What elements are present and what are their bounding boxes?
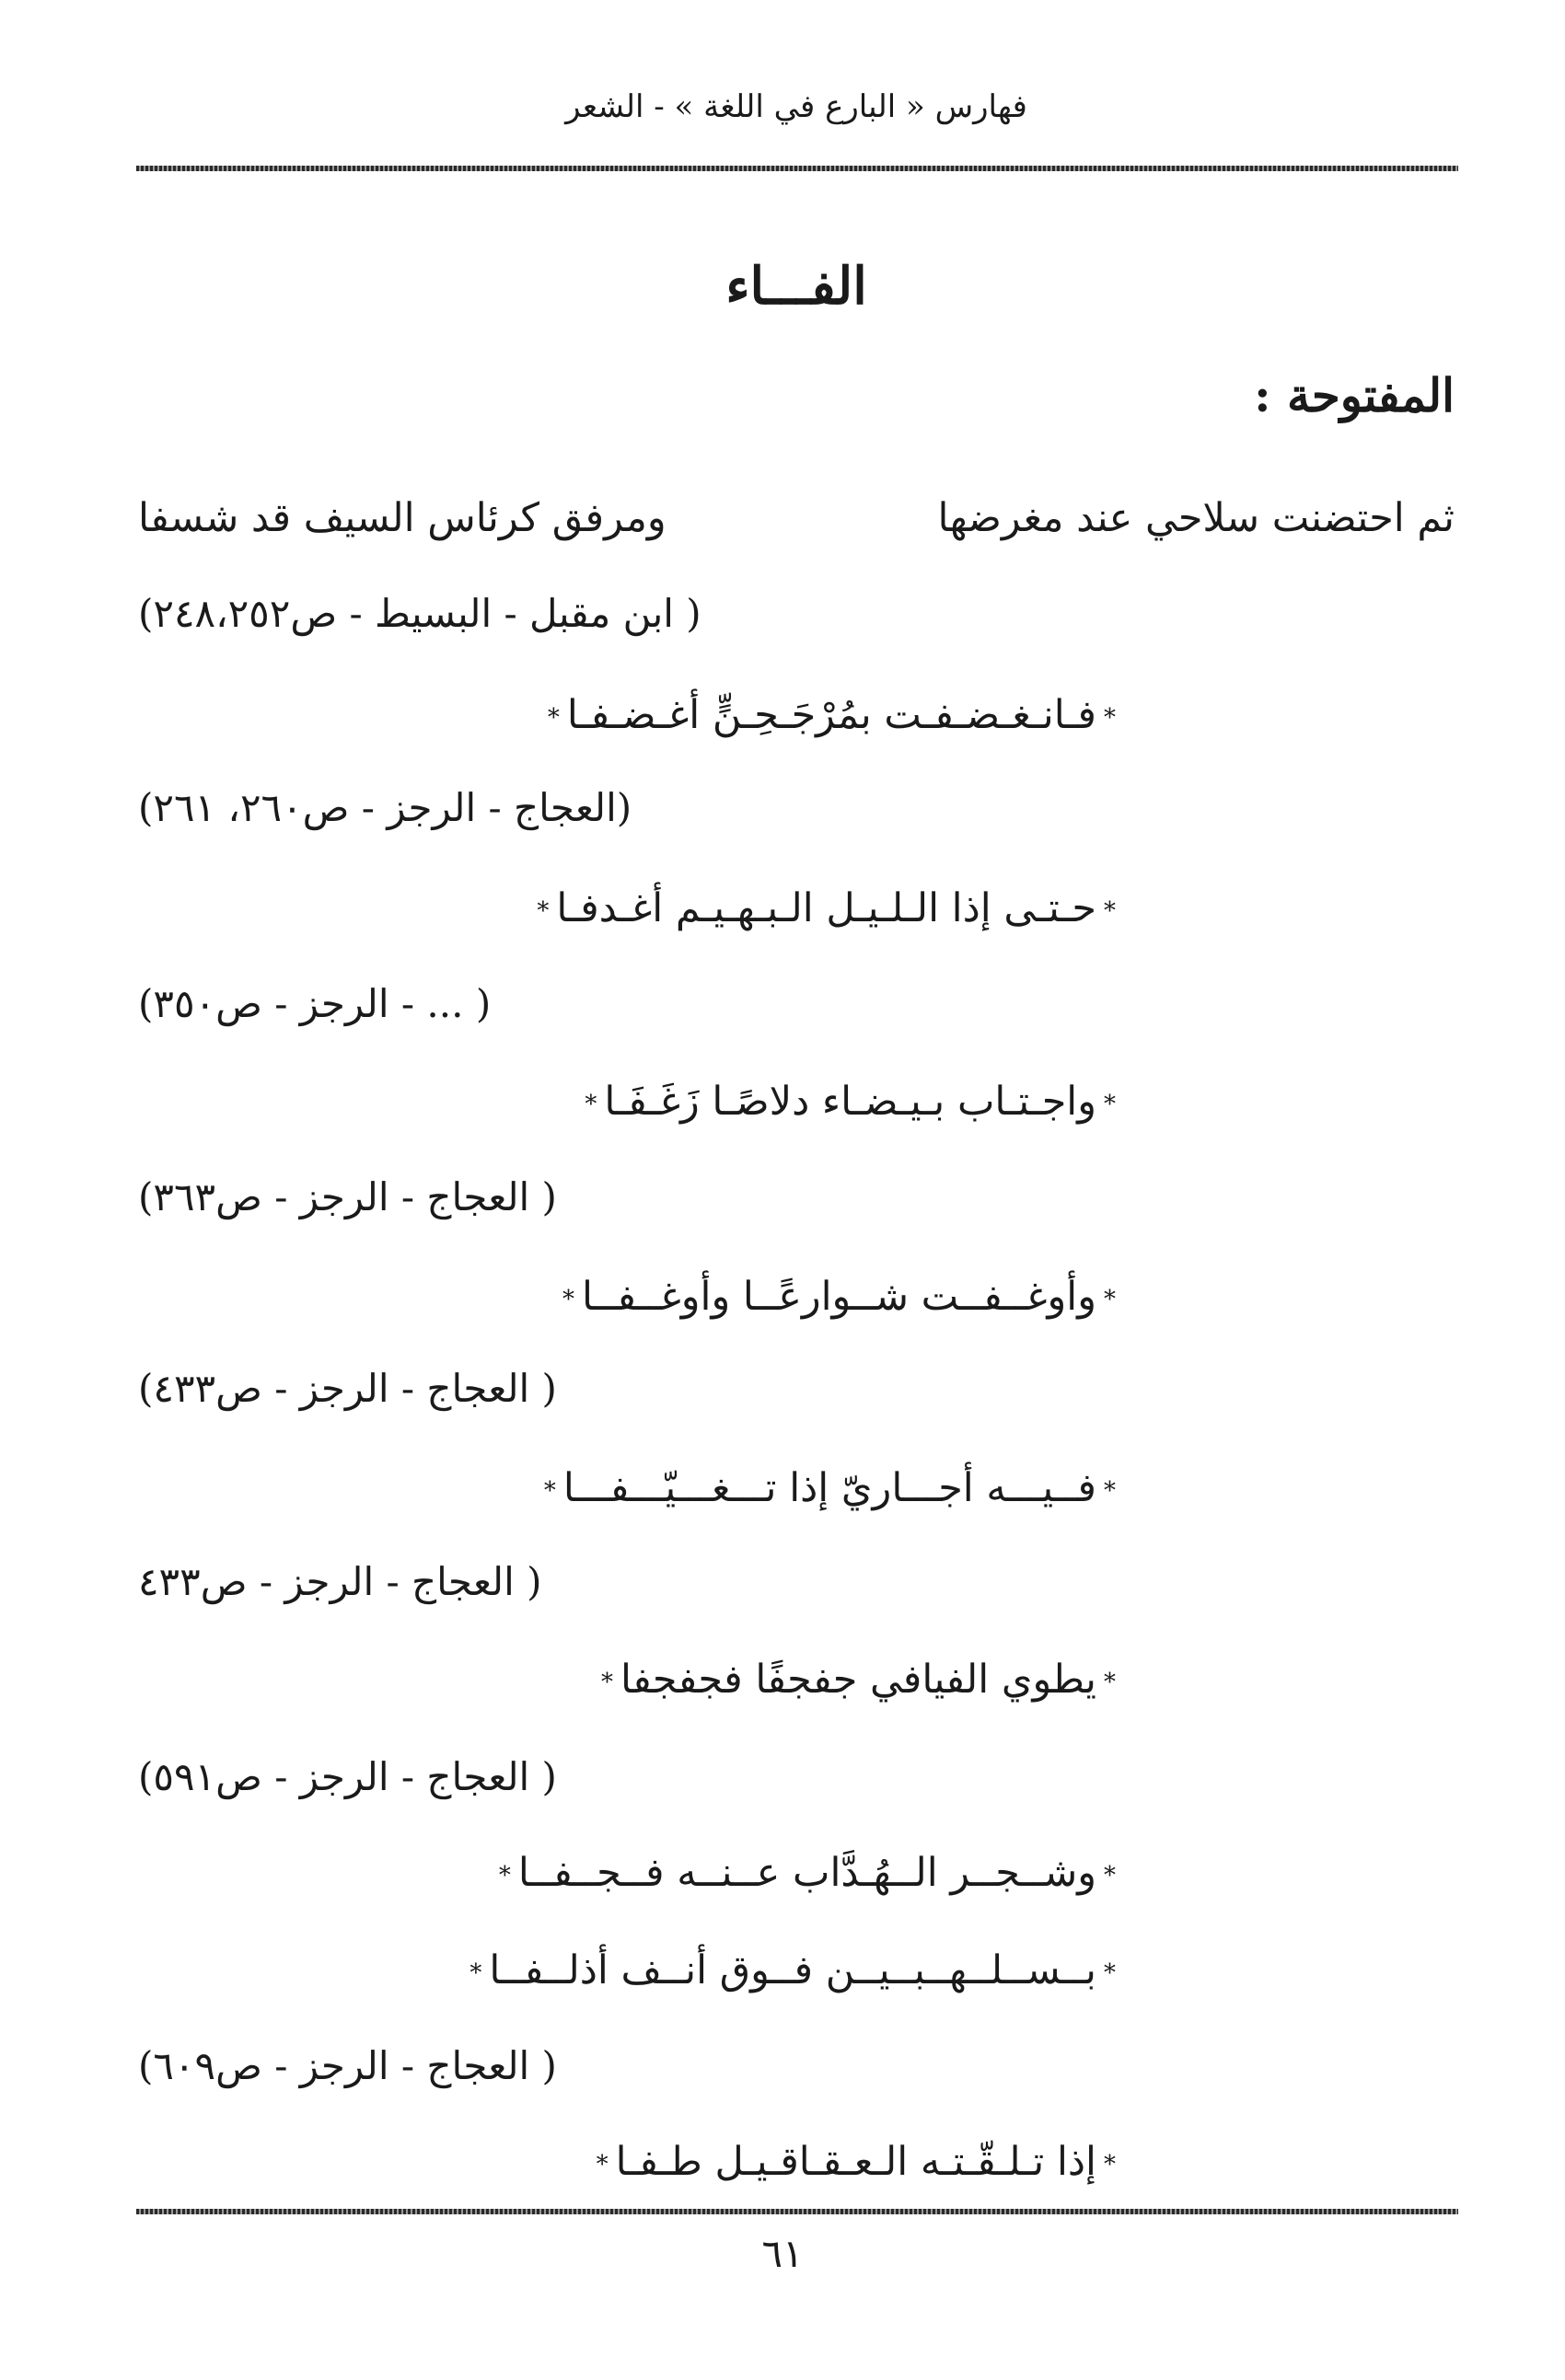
- couplet-second-hemistich: ومرفق كرئاس السيف قد شسفا: [138, 495, 667, 541]
- verse-line: [594, 1657, 1123, 1703]
- header-rule: [136, 166, 1458, 171]
- verse-marker-icon: *: [1104, 1959, 1116, 1987]
- attribution-line: ( العجاج - الرجز - ص٤٣٣: [138, 1559, 542, 1604]
- running-head: فهارس « البارع في اللغة » - الشعر: [565, 88, 1027, 125]
- verse-marker-icon: *: [585, 1091, 597, 1118]
- verse-line: [529, 885, 1123, 931]
- verse-text: وشــجــر الــهُـدَّاب عــنــه فــجــفــا: [517, 1850, 1096, 1896]
- verse-text: بــســلــهــبــيــن فــوق أنــف أذلــفــا: [489, 1947, 1096, 1993]
- verse-line: [589, 2139, 1123, 2185]
- verse-marker-icon: *: [1104, 1286, 1116, 1313]
- attribution-line: ( العجاج - الرجز - ص٤٣٣): [138, 1366, 557, 1411]
- verse-line: [540, 692, 1123, 738]
- verse-marker-icon: *: [562, 1286, 575, 1313]
- verse-text: واجـتـاب بـيـضـاء دلاصًـا زَغَـفَـا: [604, 1079, 1096, 1125]
- verse-marker-icon: *: [498, 1862, 511, 1889]
- attribution-line: ( ... - الرجز - ص٣٥٠): [138, 981, 492, 1026]
- verse-line: [492, 1850, 1123, 1896]
- verse-marker-icon: *: [600, 1669, 613, 1696]
- verse-line: [537, 1465, 1123, 1511]
- attribution-line: ( العجاج - الرجز - ص٣٦٣): [138, 1174, 557, 1219]
- verse-marker-icon: *: [1104, 2151, 1116, 2178]
- verse-marker-icon: *: [1104, 704, 1116, 732]
- verse-text: إذا تـلـقّـتـه الـعـقـاقـيـل طـفـا: [615, 2139, 1096, 2185]
- attribution-line: ( ابن مقبل - البسيط - ص٢٤٨،٢٥٢): [138, 591, 701, 636]
- page-number: ٦١: [761, 2231, 804, 2276]
- verse-marker-icon: *: [1104, 1091, 1116, 1118]
- couplet-line: [138, 495, 1455, 541]
- verse-line: [555, 1274, 1123, 1320]
- verse-line: [462, 1947, 1123, 1993]
- verse-line: [577, 1079, 1123, 1125]
- verse-marker-icon: *: [1104, 1669, 1116, 1696]
- verse-marker-icon: *: [543, 1477, 556, 1505]
- section-heading: المفتوحة :: [1254, 368, 1455, 422]
- verse-text: فــيـــه أجـــاريّ إذا تـــغـــيّـــفـــا: [562, 1465, 1096, 1511]
- couplet-first-hemistich: ثم احتضنت سلاحي عند مغرضها: [937, 495, 1455, 541]
- attribution-line: ( العجاج - الرجز - ص٥٩١): [138, 1754, 557, 1799]
- verse-text: يطوي الفيافي جفجفًا فجفجفا: [620, 1657, 1096, 1703]
- verse-marker-icon: *: [1104, 1862, 1116, 1889]
- verse-text: وأوغــفــت شــوارعًــا وأوغــفــا: [582, 1274, 1096, 1320]
- footer-rule: [136, 2209, 1458, 2214]
- verse-marker-icon: *: [596, 2151, 609, 2178]
- attribution-line: (العجاج - الرجز - ص٢٦٠، ٢٦١): [138, 785, 632, 830]
- verse-marker-icon: *: [1104, 1477, 1116, 1505]
- verse-marker-icon: *: [547, 704, 560, 732]
- verse-text: حـتـى إذا الـلـيـل الـبـهـيـم أغـدفـا: [556, 885, 1096, 931]
- verse-marker-icon: *: [537, 897, 550, 925]
- attribution-line: ( العجاج - الرجز - ص٦٠٩): [138, 2043, 557, 2088]
- chapter-title: الفـــاء: [725, 256, 867, 317]
- verse-text: فـانـغـضـفـت بمُرْجَـحِـنٍّ أغـضـفـا: [566, 692, 1096, 738]
- verse-marker-icon: *: [470, 1959, 482, 1987]
- verse-marker-icon: *: [1104, 897, 1116, 925]
